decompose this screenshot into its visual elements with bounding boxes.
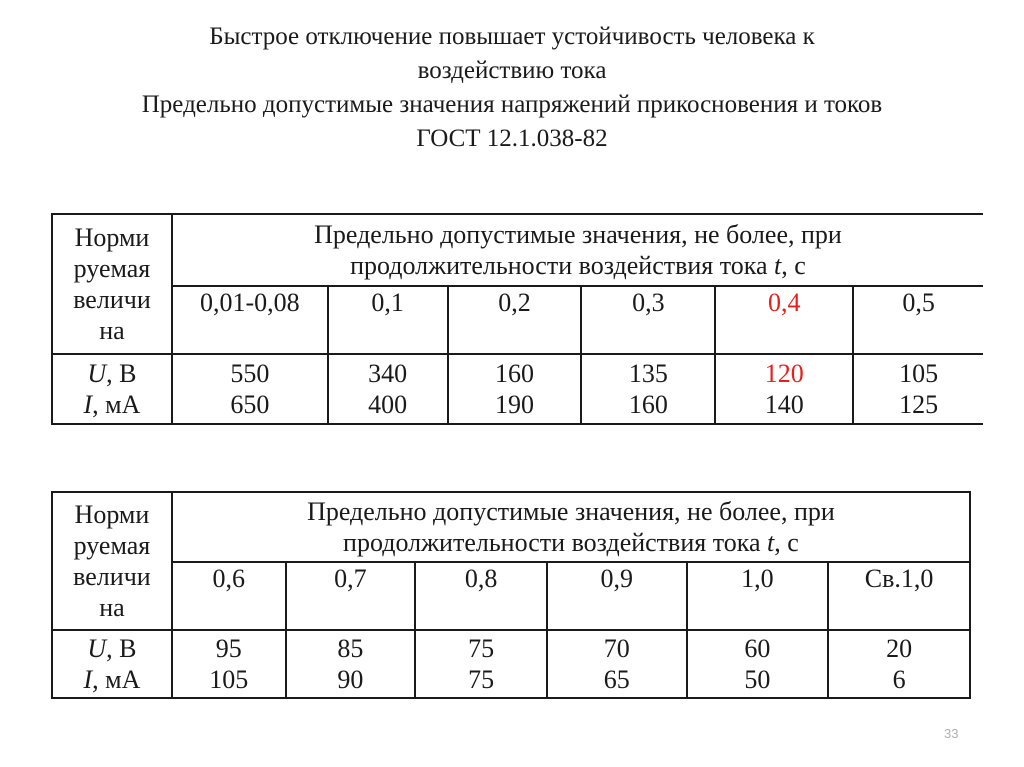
- corner-line: на: [99, 593, 125, 622]
- value-cell: [286, 630, 416, 698]
- value-cell: [448, 354, 582, 424]
- corner-cell: [52, 214, 172, 354]
- duration-value: 0,9: [600, 564, 633, 593]
- voltage-value: 95: [215, 634, 242, 663]
- current-value: 6: [892, 665, 906, 694]
- corner-line: на: [99, 316, 125, 345]
- value-cell: [172, 630, 286, 698]
- u-label: [53, 633, 171, 664]
- u-label: [53, 358, 171, 389]
- header-unit: , с: [781, 251, 806, 280]
- duration-cell: [581, 286, 715, 354]
- u-symbol: U: [87, 359, 107, 388]
- u-unit: , В: [106, 634, 137, 663]
- corner-line: руемая: [73, 531, 151, 560]
- title-line-3: Предельно допустимые значения напряжений прикосновения и токов: [141, 91, 883, 118]
- duration-cell: [415, 562, 547, 630]
- i-symbol: I: [83, 665, 93, 694]
- voltage-value: 550: [230, 359, 270, 388]
- duration-cell: [853, 286, 983, 354]
- limits-table-2: [51, 491, 971, 699]
- u-symbol: U: [87, 634, 107, 663]
- header-text: Предельно допустимые значения, не более, при продолжительности воздействия тока: [307, 497, 835, 557]
- value-cell: [853, 354, 983, 424]
- voltage-value: 160: [495, 359, 535, 388]
- header-variable: t: [767, 528, 775, 557]
- voltage-value: 20: [886, 634, 913, 663]
- voltage-value-highlighted: 120: [764, 359, 804, 388]
- voltage-value: 340: [368, 359, 408, 388]
- current-value: 125: [899, 390, 939, 419]
- slide-title: [40, 20, 984, 156]
- duration-header: [172, 214, 983, 286]
- header-variable: t: [774, 251, 782, 280]
- title-line-1: Быстрое отключение повышает устойчивость человека к: [209, 23, 815, 50]
- duration-value: 0,5: [902, 288, 935, 317]
- duration-header: [172, 492, 970, 562]
- duration-cell: [687, 562, 829, 630]
- u-unit: , В: [106, 359, 137, 388]
- current-value: 650: [230, 390, 270, 419]
- header-text: Предельно допустимые значения, не более, при продолжительности воздействия тока: [314, 220, 842, 280]
- value-cell: [172, 354, 328, 424]
- current-value: 65: [603, 665, 630, 694]
- duration-cell: [328, 286, 448, 354]
- voltage-value: 60: [744, 634, 771, 663]
- current-value: 105: [209, 665, 249, 694]
- corner-line: величи: [73, 285, 151, 314]
- current-value: 75: [468, 665, 495, 694]
- corner-line: Норми: [74, 500, 150, 529]
- duration-cell: [286, 562, 416, 630]
- duration-value: 0,6: [212, 564, 245, 593]
- current-value: 190: [495, 390, 535, 419]
- duration-cell: [547, 562, 687, 630]
- current-value: 140: [764, 390, 804, 419]
- duration-value: 0,3: [632, 288, 665, 317]
- quantity-label-cell: [52, 354, 172, 424]
- duration-value: 0,1: [371, 288, 404, 317]
- duration-value-highlighted: 0,4: [767, 288, 801, 317]
- value-cell: [328, 354, 448, 424]
- duration-cell: [828, 562, 970, 630]
- voltage-value: 70: [603, 634, 630, 663]
- quantity-label-cell: [52, 630, 172, 698]
- page-number: 33: [944, 726, 959, 741]
- duration-cell: [172, 562, 286, 630]
- current-value: 90: [337, 665, 364, 694]
- i-label: [53, 389, 171, 420]
- duration-value: 1,0: [741, 564, 774, 593]
- duration-value: 0,8: [464, 564, 498, 593]
- value-cell: [415, 630, 547, 698]
- current-value: 400: [368, 390, 408, 419]
- voltage-value: 85: [337, 634, 364, 663]
- duration-cell: [172, 286, 328, 354]
- current-value: 160: [628, 390, 668, 419]
- title-line-2: воздействию тока: [417, 57, 607, 84]
- voltage-value: 135: [628, 359, 668, 388]
- value-cell: [687, 630, 829, 698]
- header-unit: , с: [774, 528, 799, 557]
- duration-value: 0,2: [498, 288, 531, 317]
- duration-value: 0,01-0,08: [200, 288, 300, 317]
- duration-cell: [448, 286, 582, 354]
- voltage-value: 105: [899, 359, 939, 388]
- i-symbol: I: [83, 390, 93, 419]
- duration-value: 0,7: [334, 564, 367, 593]
- i-unit: , мА: [92, 390, 141, 419]
- value-cell: [828, 630, 970, 698]
- value-cell: [547, 630, 687, 698]
- corner-cell: [52, 492, 172, 630]
- value-cell-highlighted: [715, 354, 853, 424]
- duration-cell-highlighted: [715, 286, 853, 354]
- i-unit: , мА: [92, 665, 141, 694]
- duration-value: Св.1,0: [864, 564, 934, 593]
- current-value: 50: [744, 665, 771, 694]
- voltage-value: 75: [468, 634, 495, 663]
- title-line-4: ГОСТ 12.1.038-82: [416, 125, 608, 152]
- corner-line: руемая: [73, 254, 151, 283]
- corner-line: Норми: [74, 223, 150, 252]
- i-label: [53, 664, 171, 695]
- value-cell: [581, 354, 715, 424]
- corner-line: величи: [73, 562, 151, 591]
- limits-table-1: [51, 213, 983, 425]
